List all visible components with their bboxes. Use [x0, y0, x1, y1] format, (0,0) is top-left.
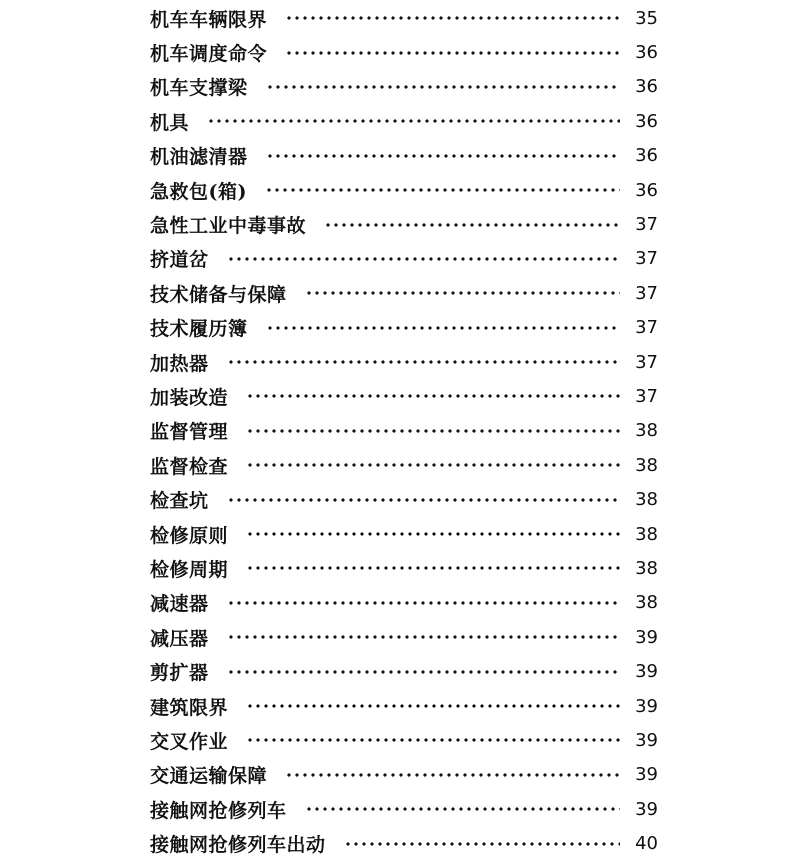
toc-entry-page: 38 — [635, 557, 658, 579]
dot-leader — [227, 360, 620, 364]
dot-leader — [266, 326, 620, 330]
toc-entry-page: 36 — [635, 42, 658, 64]
toc-entry[interactable] — [150, 70, 658, 104]
toc-entry[interactable] — [150, 104, 658, 138]
dot-leader — [324, 223, 620, 227]
toc-entry[interactable] — [150, 482, 658, 516]
toc-entry[interactable] — [150, 654, 658, 688]
toc-entry-title: 接触网抢修列车 — [150, 799, 287, 822]
dot-leader — [285, 16, 620, 20]
toc-entry-title: 机车调度命令 — [150, 43, 268, 66]
toc-entry-title: 建筑限界 — [150, 696, 229, 719]
toc-entry[interactable] — [150, 758, 658, 792]
toc-entry-page: 37 — [635, 282, 658, 304]
toc-entry-page: 36 — [635, 110, 658, 132]
toc-entry-title: 检修原则 — [150, 524, 229, 547]
toc-entry-page: 36 — [635, 76, 658, 98]
toc-entry-page: 39 — [635, 695, 658, 717]
toc-entry[interactable] — [150, 826, 658, 860]
dot-leader — [285, 773, 620, 777]
dot-leader — [227, 601, 620, 605]
toc-entry-title: 检查坑 — [150, 490, 209, 513]
toc-entry-title: 减速器 — [150, 593, 209, 616]
toc-entry-title: 交叉作业 — [150, 730, 229, 753]
toc-entry[interactable] — [150, 620, 658, 654]
toc-entry[interactable] — [150, 139, 658, 173]
dot-leader — [246, 429, 620, 433]
toc-entry-page: 40 — [635, 833, 658, 855]
toc-entry-title: 急性工业中毒事故 — [150, 215, 307, 238]
toc-entry-title: 加热器 — [150, 352, 209, 375]
toc-entry[interactable] — [150, 689, 658, 723]
toc-entry-title: 机车支撑梁 — [150, 77, 248, 100]
toc-entry[interactable] — [150, 207, 658, 241]
toc-entry-page: 37 — [635, 351, 658, 373]
toc-entry-title: 机油滤清器 — [150, 146, 248, 169]
toc-entry-title: 急救包(箱) — [150, 180, 247, 203]
toc-entry-page: 39 — [635, 729, 658, 751]
toc-entry-title: 技术履历簿 — [150, 318, 248, 341]
toc-entry-page: 38 — [635, 454, 658, 476]
toc-entry-title: 检修周期 — [150, 558, 229, 581]
dot-leader — [246, 532, 620, 536]
toc-entry[interactable] — [150, 551, 658, 585]
dot-leader — [305, 807, 620, 811]
toc-entry-page: 39 — [635, 798, 658, 820]
table-of-contents — [150, 1, 658, 861]
dot-leader — [265, 188, 620, 192]
toc-entry-page: 36 — [635, 179, 658, 201]
toc-entry[interactable] — [150, 723, 658, 757]
toc-entry[interactable] — [150, 35, 658, 69]
dot-leader — [344, 842, 620, 846]
toc-entry-title: 监督管理 — [150, 421, 229, 444]
dot-leader — [227, 670, 620, 674]
toc-entry-title: 技术储备与保障 — [150, 283, 287, 306]
toc-entry[interactable] — [150, 517, 658, 551]
toc-entry-title: 挤道岔 — [150, 249, 209, 272]
dot-leader — [246, 704, 620, 708]
toc-entry[interactable] — [150, 414, 658, 448]
toc-entry[interactable] — [150, 276, 658, 310]
dot-leader — [246, 463, 620, 467]
toc-entry-title: 加装改造 — [150, 386, 229, 409]
toc-entry-page: 37 — [635, 317, 658, 339]
toc-entry-page: 38 — [635, 489, 658, 511]
toc-entry-page: 37 — [635, 385, 658, 407]
dot-leader — [305, 291, 620, 295]
dot-leader — [285, 51, 620, 55]
toc-entry[interactable] — [150, 379, 658, 413]
dot-leader — [227, 498, 620, 502]
dot-leader — [266, 85, 620, 89]
toc-entry[interactable] — [150, 242, 658, 276]
toc-entry[interactable] — [150, 311, 658, 345]
toc-entry-title: 机车车辆限界 — [150, 8, 268, 31]
toc-entry[interactable] — [150, 792, 658, 826]
toc-entry-title: 机具 — [150, 111, 190, 134]
toc-entry-page: 39 — [635, 626, 658, 648]
toc-entry-page: 39 — [635, 764, 658, 786]
toc-entry-title: 监督检查 — [150, 455, 229, 478]
toc-entry-page: 38 — [635, 592, 658, 614]
toc-entry-title: 交通运输保障 — [150, 765, 268, 788]
toc-entry-page: 36 — [635, 145, 658, 167]
toc-entry-page: 37 — [635, 248, 658, 270]
toc-entry[interactable] — [150, 586, 658, 620]
toc-entry-title: 接触网抢修列车出动 — [150, 834, 326, 857]
dot-leader — [246, 394, 620, 398]
dot-leader — [246, 566, 620, 570]
dot-leader — [266, 154, 620, 158]
toc-entry[interactable] — [150, 448, 658, 482]
dot-leader — [246, 738, 620, 742]
toc-entry[interactable] — [150, 345, 658, 379]
toc-entry-title: 剪扩器 — [150, 662, 209, 685]
toc-entry-page: 37 — [635, 214, 658, 236]
toc-entry-page: 35 — [635, 7, 658, 29]
toc-entry[interactable] — [150, 173, 658, 207]
toc-entry-title: 减压器 — [150, 627, 209, 650]
toc-entry[interactable] — [150, 1, 658, 35]
dot-leader — [207, 119, 620, 123]
dot-leader — [227, 257, 620, 261]
toc-entry-page: 38 — [635, 523, 658, 545]
dot-leader — [227, 635, 620, 639]
toc-entry-page: 39 — [635, 661, 658, 683]
toc-entry-page: 38 — [635, 420, 658, 442]
